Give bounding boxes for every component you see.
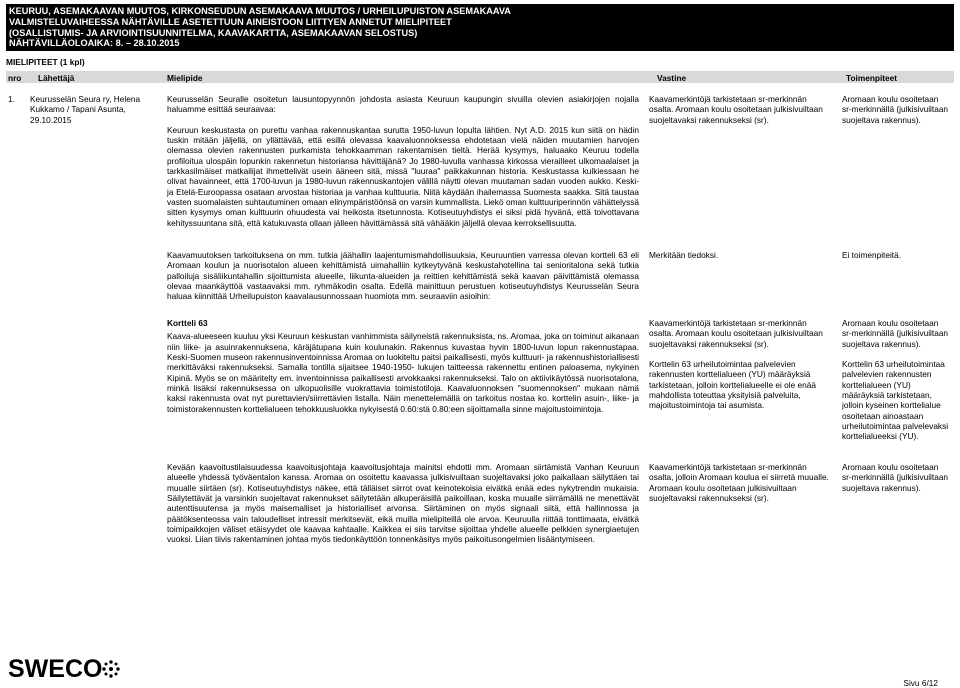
page-number: Sivu 6/12 xyxy=(903,678,938,688)
action-paragraph: Aromaan koulu osoitetaan sr-merkinnällä (julkisivuiltaan suojeltava rakennus). xyxy=(842,318,949,349)
col-response: Vastine xyxy=(657,72,687,83)
response-block-1 xyxy=(649,94,829,125)
action-paragraph: Korttelin 63 urheilutoimintaa palvelevien rakennusten korttelialueen (YU) määräyksiä tarkistetaan, jolloin kyseinen korttelialue osoitetaan ainoastaan urheilutoimintaa palvelevaksi korttelialueeksi (YU). xyxy=(842,359,949,442)
opinion-paragraph: Keurusselän Seuralle osoitetun lausuntopyynnön johdosta asiasta Keuruun kaupungin sivuilla olevien asiakirjojen nojalla haluamme esittää seuraavaa: xyxy=(167,94,639,115)
sender-line: 29.10.2015 xyxy=(30,114,72,125)
sender-line: Keurusselän Seura ry, Helena xyxy=(30,94,141,104)
sender-line: Kukkamo / Tapani Asunta, xyxy=(30,104,126,115)
opinion-heading: Kortteli 63 xyxy=(167,318,208,328)
action-block-4 xyxy=(842,462,950,493)
response-block-2 xyxy=(649,250,829,260)
opinion-paragraph: Keuruun keskustasta on purettu vanhaa rakennuskantaa surutta 1950-luvun lopulta lähtien. Nyt A.D. 2015 kun siitä on hädin tuskin mitään jäljellä, on yllättävää, että esillä olevassa kaavaluonnoksessa ehdotetaan vielä näiden muutamien harvojen olemassa olevien rakennusten purkamista tehokkaamman rakentamisen tieltä. Herää kysymys, haluaako Keuruu todella profiloitua ulospäin lopunkin rakennetun historiansa hävittäjänä? Jo 1980-luvulla vanhassa kirkossa vierailleet ulkomaalaiset ja tarkkasilmäiset matkailijat ihmettelivät usein ääneen sitä, missä "luuraa" paikkakunnan historia. Keskustassa kulkiessaan he olivat havainneet, että 1700-luvun ja 1980-luvun rakennuskantojen välillä näytti olevan muutaman sadan vuoden aukko. Keski- ja Etelä-Euroopassa osataan arvostaa historiaa ja vanhaa kulttuuria. Niitä käydään ihailemassa Suomesta saakka. Sitä taustaa vasten suomalaisten suhtautuminen omaan elinympäristöönsä on varsin kummallista. Liekö oman kulttuuriperinnön vähättelyssä sitten kysymys oman kulttuurin ohuudesta vai heikosta itsetunnosta. Kotiseutuyhdistys ei siksi pidä hyvänä, että toivottavana kehityssuuntana sitä, että katukuvasta ollaan jälleen hävittämässä sitä vähääkin jäljellä olevaa kerroksellisuutta. xyxy=(167,124,639,228)
col-action: Toimenpiteet xyxy=(846,72,898,83)
opinion-block-3 xyxy=(167,318,639,414)
col-sender: Lähettäjä xyxy=(38,72,75,83)
action-block-3 xyxy=(842,318,950,442)
response-paragraph: Kaavamerkintöjä tarkistetaan sr-merkinnän osalta, jolloin Aromaan koulua ei siirretä muualle. Aromaan koulu osoitetaan julkisivuiltaan suojeltavaksi rakennukseksi (sr). xyxy=(649,462,829,504)
action-block-1 xyxy=(842,94,950,125)
document-header xyxy=(6,4,954,51)
logo-text: SWECO xyxy=(8,655,103,683)
response-block-4 xyxy=(649,462,829,503)
opinion-block-1 xyxy=(167,94,639,228)
col-nro: nro xyxy=(8,72,22,83)
action-paragraph: Aromaan koulu osoitetaan sr-merkinnällä (julkisivuiltaan suojeltava rakennus). xyxy=(842,94,949,125)
sweco-logo xyxy=(8,655,158,683)
row-sender xyxy=(30,94,160,125)
header-line-2: VALMISTELUVAIHEESSA NÄHTÄVILLE ASETETTUUN AINEISTOON LIITTYEN ANNETUT MIELIPITEET xyxy=(9,16,452,27)
row-number: 1. xyxy=(8,94,15,104)
header-line-3: (OSALLISTUMIS- JA ARVIOINTISUUNNITELMA, KAAVAKARTTA, ASEMAKAAVAN SELOSTUS) xyxy=(9,27,418,38)
logo-dot-icon xyxy=(102,660,119,677)
opinion-paragraph: Kevään kaavoitustilaisuudessa kaavoitusjohtaja kaavoitusjohtaja mainitsi ehdotti mm. Aromaan siirtämistä Vanhan Keuruun alueelle yhdessä työväentalon kanssa. Aromaa on osoitettu kaavassa julkisivuiltaan suojeltavaksi joko paikallaan säilyttäen tai muualle siirtäen (sr). Kotiseutuyhdistys näkee, että tälläiset siirrot ovat keinotekoisia eivätkä enää edes nykytrendin mukaisia. Säilytettävät ja varsinkin suojeltavat rakennukset säilytetään alkuperäisillä paikoillaan, koska muualle siirrämällä ne menettävät autenttisuutensa ja myös maisemalliset ja historialliset arvonsa. Siirtäminen on myös signaali siitä, että hallinnossa ja päätöksenteossa vain taloudelliset intressit merkitsevät, eikä muilla mielipiteillä ole arvoa. Keuruulla riittää tonttimaata, eivätkä toimipaikkojen väliset etäisyydet ole kaavaa kahtaalle. Kaikkea ei siis tarvitse sijoittaa yhdelle alueelle pelkkien synergiaetujen vuoksi. Liian tiivis rakentaminen johtaa myös tiedonkäyttöön tonnenkäsitys myös paikoitusongelmien lisääntymiseen. xyxy=(167,462,639,545)
action-paragraph: Ei toimenpiteitä. xyxy=(842,250,902,260)
response-paragraph: Merkitään tiedoksi. xyxy=(649,250,719,260)
header-line-4: NÄHTÄVILLÄOLOAIKA: 8. – 28.10.2015 xyxy=(9,38,180,49)
section-title: MIELIPITEET (1 kpl) xyxy=(6,57,85,67)
header-line-1: KEURUU, ASEMAKAAVAN MUUTOS, KIRKONSEUDUN ASEMAKAAVA MUUTOS / URHEILUPUISTON ASEMAKAAVA xyxy=(9,6,511,16)
response-block-3 xyxy=(649,318,829,411)
action-paragraph: Aromaan koulu osoitetaan sr-merkinnällä (julkisivuiltaan suojeltava rakennus). xyxy=(842,462,949,493)
action-block-2 xyxy=(842,250,950,260)
table-header xyxy=(6,71,954,83)
response-paragraph: Korttelin 63 urheilutoimintaa palvelevien rakennusten korttelialueen (YU) määräyksiä tarkistetaan, jolloin korttelialueelle ei ole enää mahdollista toteuttaa yksityisiä palveluita, majoitustoimintoja tai asumista. xyxy=(649,359,816,411)
col-opinion: Mielipide xyxy=(167,72,203,83)
opinion-paragraph: Kaavamuutoksen tarkoituksena on mm. tutkia jäähallin laajentumismahdollisuuksia, Keuruuntien varressa olevan kortteli 63 eli Aromaan koulun ja nuorisotalon alueen kehittämistä uimahalliin kytkeytyvänä keskustahotellina tai senioritalona sekä tutkia palloiluja sisäliikuntahallin sijoittumista alueelle, liikunta-alueiden ja reittien kehittämistä sekä kaavan päivittämistä olemassa olevaa maankäyttöä vastaavaksi mm. ryhmäkodin osalta. Edellä mainittuun perustuen kotiseutuyhdistys Keurusselän Seura haluaa kiinnittää Urheilupuiston kaavalausunnossaan huomiota mm. seuraaviin asioihin: xyxy=(167,250,639,302)
response-paragraph: Kaavamerkintöjä tarkistetaan sr-merkinnän osalta. Aromaan koulu osoitetaan julkisivuiltaan suojeltavaksi rakennukseksi (sr). xyxy=(649,318,823,349)
opinion-paragraph: Kaava-alueeseen kuuluu yksi Keuruun keskustan vanhimmista säilyneistä rakennuksista, ns. Aromaa, joka on toiminut aikanaan niin liike- ja asuinrakennuksena, käräjätupana kuin koulunakin. Rakennus kuvastaa hyvin 1800-luvun lopun rakennustapaa. Keski-Suomen museon rakennusinventoinnissa Aromaa on luokiteltu paitsi paikallisesti, myös kulttuuri- ja rakennushistoriallisesti merkittäväksi rakennukseksi. Samalla tontilla sijaitsee 1940-1950- lukujen taitteessa rakennettu entinen paloasema, nykyinen Kipinä. Myös se on määritelty em. inventoinnissa paikallisesti arvokkaaksi rakennukseksi. Talo on aktiivikäytössä nuorisotalona, minkä lisäksi rakennuksessa on ulkopuolisille vuokrattavia toimistotiloja. Kaavaluonnoksen "suomennoksen" mukaan nämä kaksi rakennusta ovat nyt purettavien/siirrettävien listalla. Näin menettelemällä on tarkoitus nostaa ko. korttelin asuin-, liike- ja toimistorakennusten korttelialueen tehokkuusluokka nykyisestä 0.60:stä 0.80:een sijoittamalla sinne majoitustoimintoja. xyxy=(167,331,639,414)
response-paragraph: Kaavamerkintöjä tarkistetaan sr-merkinnän osalta. Aromaan koulu osoitetaan julkisivuiltaan suojeltavaksi rakennukseksi (sr). xyxy=(649,94,823,125)
opinion-block-4 xyxy=(167,462,639,545)
opinion-block-2 xyxy=(167,250,639,302)
